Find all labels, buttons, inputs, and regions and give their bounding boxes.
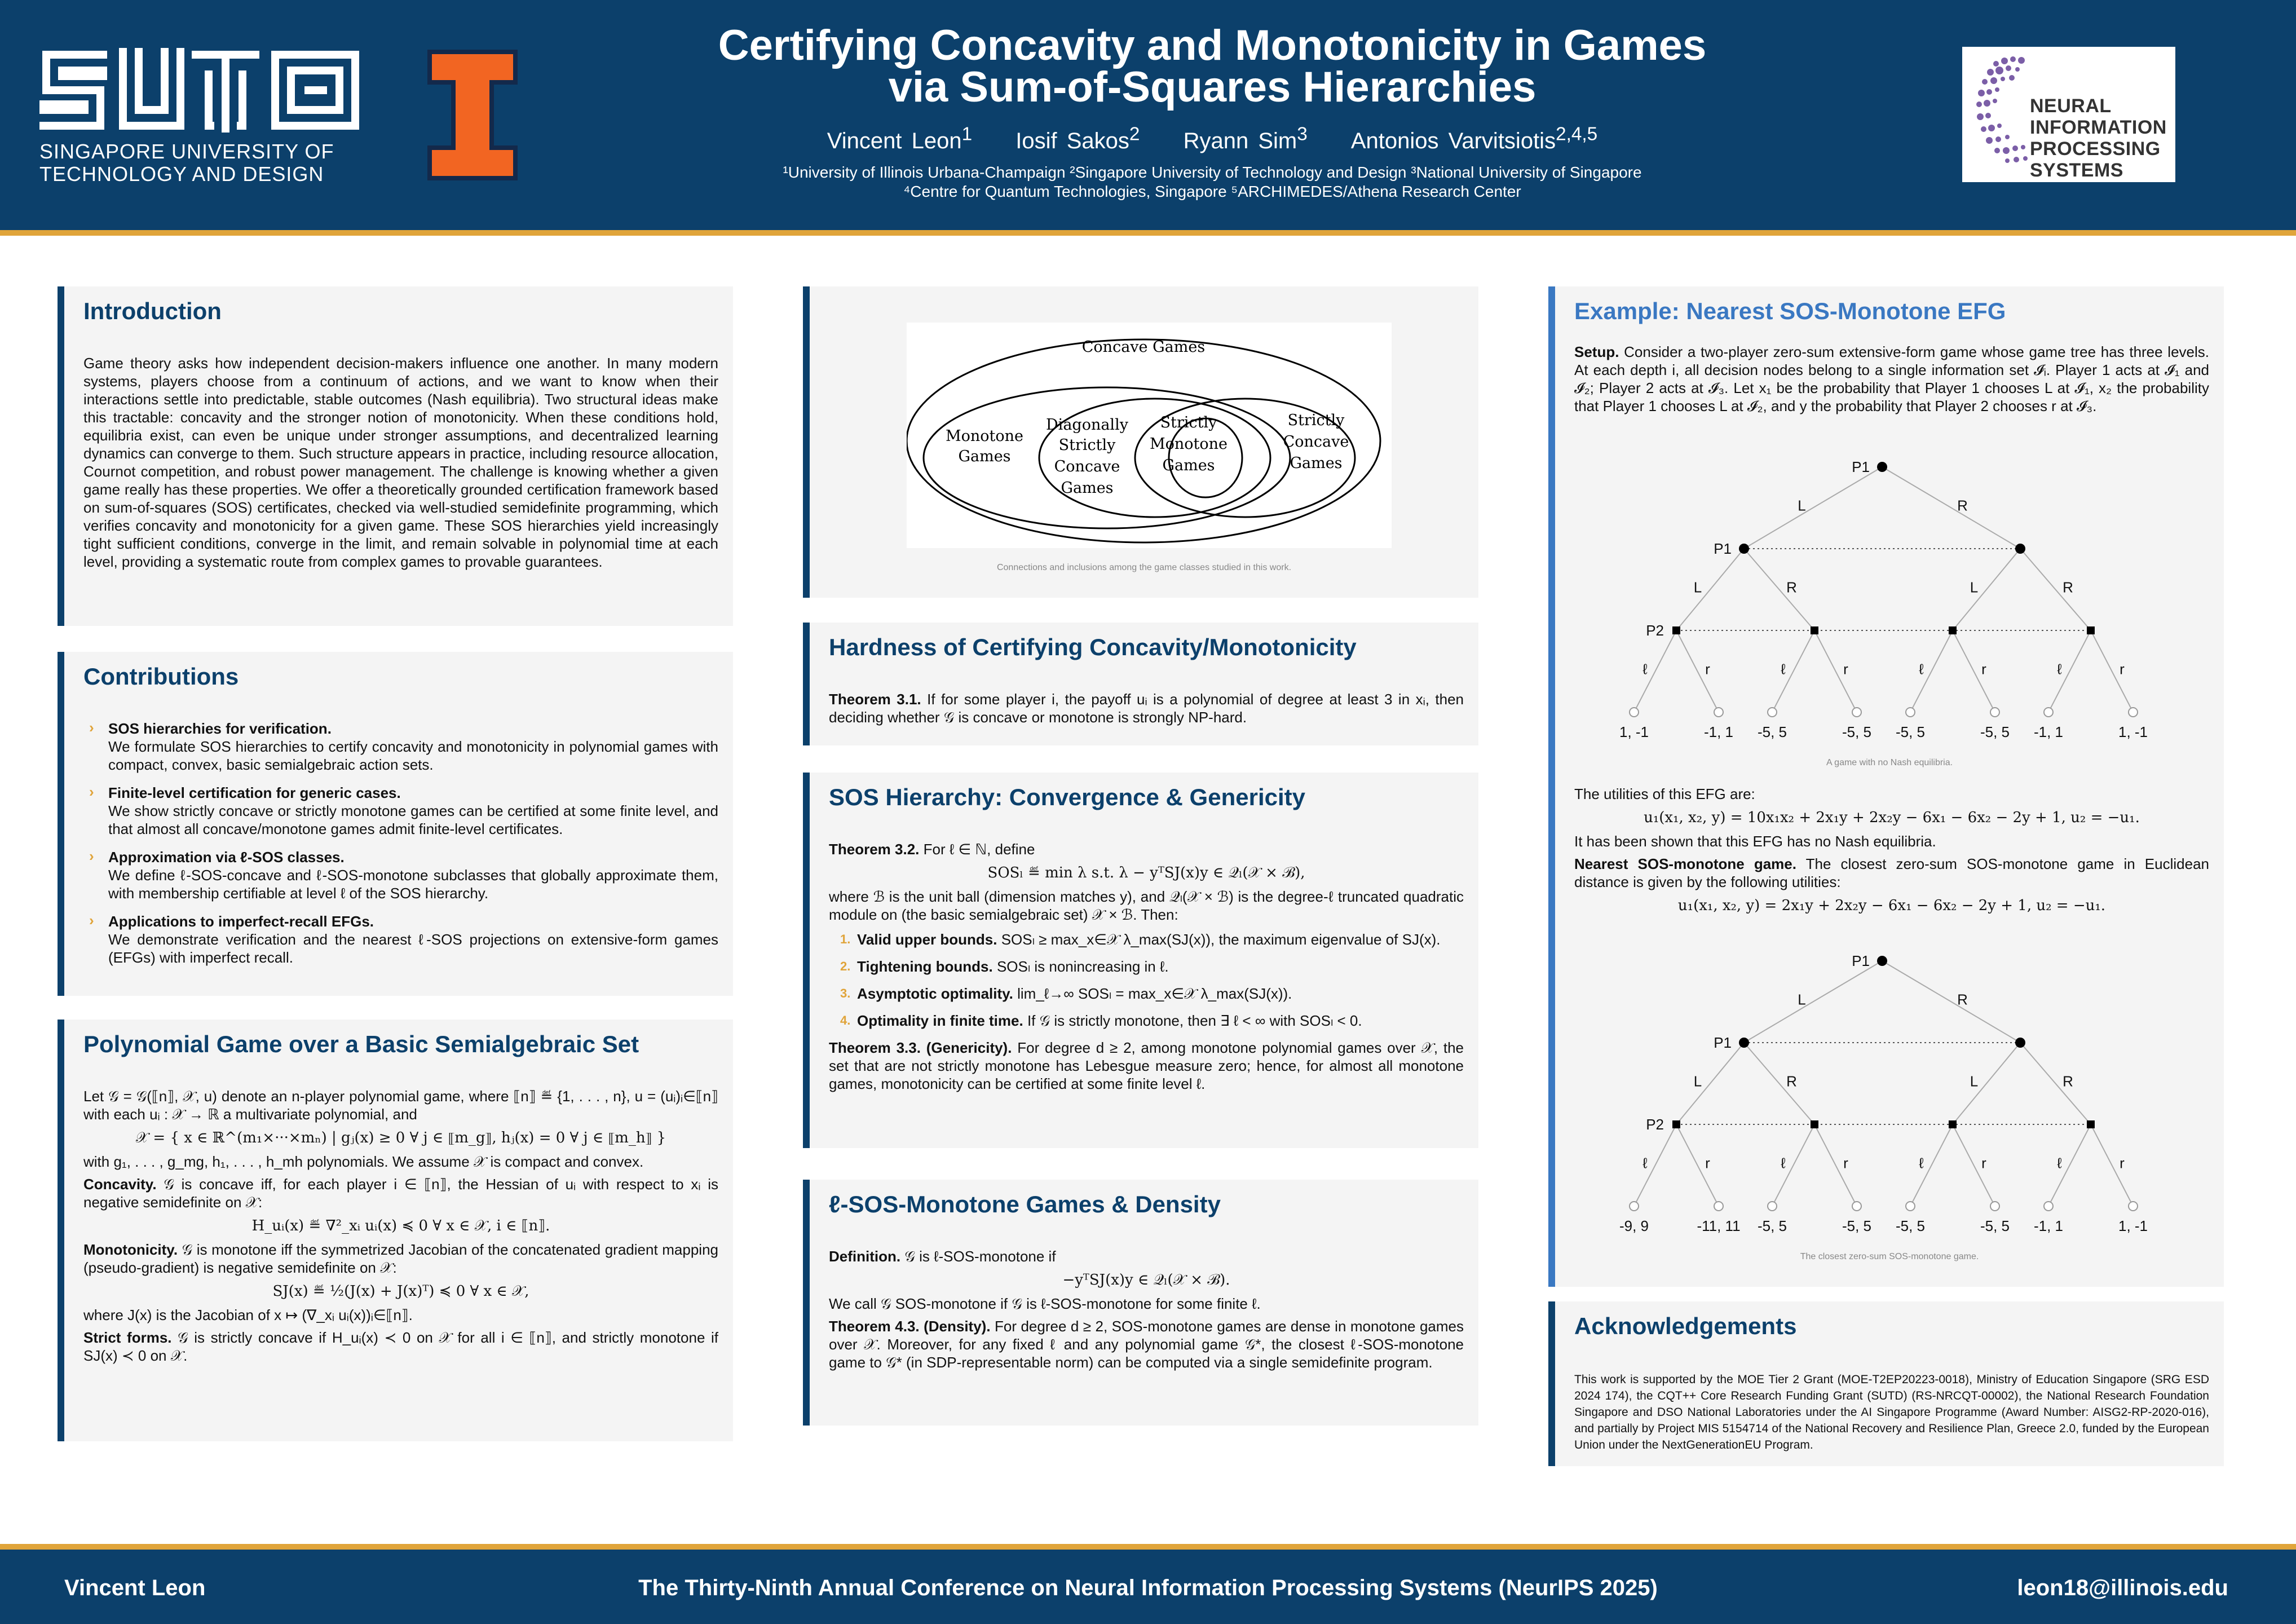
terminal-node: [1990, 1202, 1999, 1211]
sos-properties-list: [840, 930, 1464, 1030]
tree-action-label: r: [1843, 1154, 1848, 1172]
neurips-logo: [1962, 47, 2175, 182]
venn-label-strictly-concave: Games: [1290, 454, 1343, 472]
theorem-4-3: Theorem 4.3. (Density). For degree d ≥ 2, SOS-monotone games are dense in monotone games over 𝒳. Moreover, for any fixed ℓ and any polynomial game 𝒢*, the closest ℓ-SOS-monotone game to 𝒢* (in SDP-representable norm) can be computed via a single semidefinite program.: [829, 1318, 1464, 1371]
sos-property: 2. Tightening bounds. SOSₗ is nonincreasing in ℓ.: [840, 958, 1169, 975]
monotonicity-def: Monotonicity. 𝒢 is monotone iff the symmetrized Jacobian of the concatenated gradient mapping (pseudo-gradient) is negative semidefinite on 𝒳:: [83, 1241, 718, 1276]
ack-text: This work is supported by the MOE Tier 2 Grant (MOE-T2EP20223-0018), Ministry of Education Singapore (SRG ESD 2024 174), the CQT++ Core Research Funding Grant (SUTD) (RS-NRCQT-00002), the National Research Foundation Singapore and DSO National Laboratories under the AI Singapore Programme (Award Number: AISG2-RP-2020-016), and partially by Project MIS 5154714 of the National Recovery and Resilience Plan, Greece 2.0, funded by the European Union under the NextGenerationEU Program.: [1574, 1373, 2209, 1451]
theorem-3-1: Theorem 3.1. If for some player i, the payoff uᵢ is a polynomial of degree at least 3 in xᵢ, then deciding whether 𝒢 is concave or monotone is strongly NP-hard.: [829, 691, 1464, 726]
tree-player-label: P2: [1646, 1116, 1664, 1133]
terminal-node: [1768, 708, 1777, 717]
lsos-panel: [803, 1180, 1478, 1426]
sos-property: 1. Valid upper bounds. SOSₗ ≥ max_x∈𝒳 λ_max(SJ(x)), the maximum eigenvalue of SJ(x).: [840, 931, 1441, 948]
tree-action-label: ℓ: [1642, 1154, 1648, 1172]
contributions-list: [83, 720, 718, 967]
strict-forms-def: Strict forms. 𝒢 is strictly concave if H_uᵢ(x) ≺ 0 on 𝒳 for all i ∈ ⟦n⟧, and strictly monotone if SJ(x) ≺ 0 on 𝒳.: [83, 1329, 718, 1364]
footer-stripe: [0, 1544, 2296, 1550]
tree-action-label: L: [1970, 579, 1979, 596]
tree1-caption: A game with no Nash equilibria.: [1826, 758, 1953, 767]
nearest-game-text: Nearest SOS-monotone game. The closest zero-sum SOS-monotone game in Euclidean distance is given by the following utilities:: [1574, 855, 2209, 890]
sos-property: 4. Optimality in finite time. If 𝒢 is strictly monotone, then ∃ ℓ < ∞ with SOSₗ < 0.: [840, 1012, 1362, 1029]
venn-label-strictly-concave: Concave: [1283, 433, 1349, 451]
terminal-payoff: -5, 5: [1842, 723, 1872, 740]
terminal-payoff: -1, 1: [2033, 1217, 2064, 1234]
sos-heading: SOS Hierarchy: Convergence & Genericity: [829, 784, 1305, 810]
contribution-item: › Approximation via ℓ-SOS classes. We define ℓ-SOS-concave and ℓ-SOS-monotone subclasses that globally approximate them, with membership certifiable at level ℓ of the SOS hierarchy.: [83, 848, 718, 902]
decision-node: [1877, 956, 1887, 966]
title-line2: via Sum-of-Squares Hierarchies: [888, 63, 1536, 111]
terminal-node: [1852, 708, 1861, 717]
example-setup: Setup. Consider a two-player zero-sum extensive-form game whose game tree has three levels. At each depth i, all decision nodes belong to a single information set 𝓘ᵢ. Player 1 acts at 𝓘₁ and 𝓘₂; Player 2 acts at 𝓘₃. Let x₁ be the probability that Player 1 chooses L at 𝓘₁, x₂ the probability that Player 1 chooses L at 𝓘₂, and y the probability that Player 2 chooses r at 𝓘₃.: [1574, 343, 2209, 414]
tree-edge: [2048, 1124, 2091, 1206]
intro-body: [83, 354, 718, 575]
example-utilities: [1574, 785, 2209, 920]
tree-edge: [1676, 549, 1744, 630]
title-block: [564, 21, 1861, 201]
polygame-p3: where J(x) is the Jacobian of x ↦ (∇_xᵢ uᵢ(x))ᵢ∈⟦n⟧.: [83, 1307, 413, 1323]
venn-label-monotone: Games: [958, 448, 1011, 465]
ack-panel: [1548, 1301, 2224, 1466]
affil-line1: ¹University of Illinois Urbana-Champaign ²Singapore University of Technology and Design ³National University of Singapore: [783, 164, 1642, 182]
contribution-item: › Applications to imperfect-recall EFGs. We demonstrate verification and the nearest ℓ-SOS projections on extensive-form games (EFGs) with imperfect recall.: [83, 912, 718, 967]
illinois-logo: [427, 50, 518, 180]
contribution-item: › Finite-level certification for generic cases. We show strictly concave or strictly monotone games can be certified at some finite level, and that almost all concave/monotone games admit finite-level certificates.: [83, 784, 718, 838]
decision-node: [1811, 1120, 1818, 1128]
author: Iosif Sakos$^2$: [1015, 124, 1140, 154]
tree-action-label: L: [1970, 1073, 1979, 1090]
venn-diagram: [907, 323, 1392, 548]
tree-edge: [1676, 630, 1719, 712]
decision-node: [1739, 1038, 1749, 1048]
contributions-body: [83, 720, 718, 977]
lsos-heading: ℓ-SOS-Monotone Games & Density: [829, 1191, 1221, 1217]
intro-text: Game theory asks how independent decision-makers influence one another. In many modern systems, players choose from a continuum of actions, and we want to know when their interactions settle into predictable, stable outcomes (Nash equilibria). Two structural ideas make this tractable: concavity and the stronger notion of monotonicity. When these conditions hold, equilibria exist, can even be unique under stronger assumptions, and decentralized learning dynamics can converge to them. Such structure appears in practice, including resource allocation, Cournot competition, and robust power management. The challenge is knowing whether a given game really has these properties. We offer a theoretically grounded certification framework based on sum-of-squares (SOS) certificates, checked via well-studied semidefinite programming, which verifies concavity and monotonicity for a given game. These SOS hierarchies yield increasingly tight sufficient conditions, converge in the limit, and remain solvable in polynomial time at each level, providing a systematic route from complex games to provable guarantees.: [83, 355, 718, 570]
footer-email[interactable]: leon18@illinois.edu: [2017, 1576, 2228, 1600]
illinois-block-i-icon: [427, 50, 518, 180]
tree-player-label: P1: [1852, 952, 1870, 969]
tree-action-label: R: [2063, 1073, 2073, 1090]
tree-action-label: r: [2120, 1154, 2125, 1172]
venn-label-diag: Games: [1061, 479, 1114, 497]
nearest-utility-equation: u₁(x₁, x₂, y) = 2x₁y + 2x₂y − 6x₁ − 6x₂ − 2y + 1, u₂ = −u₁.: [1677, 897, 2106, 914]
affiliations: [564, 163, 1861, 201]
jacobian-equation: SJ(x) ≝ ½(J(x) + J(x)ᵀ) ≼ 0 ∀ x ∈ 𝒳,: [272, 1283, 529, 1300]
tree-edge: [1744, 961, 1882, 1043]
tree-edge: [1814, 630, 1857, 712]
tree-action-label: R: [1957, 991, 1968, 1008]
tree-edge: [1882, 467, 2020, 549]
venn-label-strictly-monotone: Monotone: [1149, 435, 1228, 453]
tree-edge: [1744, 467, 1882, 549]
tree-edge: [2020, 1043, 2091, 1124]
polygame-panel: [58, 1020, 733, 1441]
tree-edge: [1634, 630, 1676, 712]
example-heading: Example: Nearest SOS-Monotone EFG: [1574, 298, 2006, 324]
lsos-definition: Definition. 𝒢 is ℓ-SOS-monotone if: [829, 1248, 1056, 1265]
poster-header: [0, 0, 2296, 230]
venn-label-diag: Strictly: [1058, 436, 1116, 454]
tree-edge: [1953, 1043, 2020, 1124]
tree-action-label: ℓ: [2057, 1154, 2062, 1172]
terminal-payoff: 1, -1: [2118, 723, 2148, 740]
tree-edge: [2020, 549, 2091, 630]
author-list: [564, 124, 1861, 154]
terminal-payoff: -11, 11: [1697, 1217, 1741, 1234]
tree-player-label: P1: [1714, 540, 1732, 557]
tree-action-label: L: [1693, 1073, 1702, 1090]
tree-action-label: r: [2120, 660, 2125, 678]
sutd-name-line1: SINGAPORE UNIVERSITY OF: [39, 140, 334, 163]
tree-edge: [2048, 630, 2091, 712]
venn-label-strictly-concave: Strictly: [1287, 412, 1345, 429]
venn-label-monotone: Monotone: [945, 427, 1024, 445]
tree-action-label: ℓ: [1781, 1154, 1786, 1172]
venn-caption: Connections and inclusions among the game classes studied in this work.: [996, 563, 1292, 572]
sos-body: [829, 840, 1464, 1097]
tree-edge: [2091, 1124, 2133, 1206]
tree-edge: [1910, 630, 1953, 712]
venn-label-diag: Diagonally: [1046, 416, 1128, 434]
terminal-payoff: -9, 9: [1619, 1217, 1649, 1234]
game-tree-no-ne: [1566, 450, 2215, 766]
tree-action-label: ℓ: [2057, 660, 2062, 678]
author: Antonios Varvitsiotis$^{2,4,5}$: [1350, 124, 1598, 154]
tree-edge: [1772, 630, 1814, 712]
intro-panel: [58, 286, 733, 626]
terminal-payoff: -5, 5: [1980, 723, 2010, 740]
hardness-body: [829, 690, 1464, 731]
decision-node: [1949, 626, 1957, 634]
sos-equation: SOSₗ ≝ min λ s.t. λ − yᵀSJ(x)y ∈ 𝒬ₗ(𝒳 × ℬ),: [987, 864, 1305, 881]
tree-player-label: P1: [1852, 458, 1870, 475]
tree-edge: [1910, 1124, 1953, 1206]
tree-action-label: r: [1981, 660, 1986, 678]
tree-action-label: L: [1798, 991, 1806, 1008]
game-tree-sos-monotone: [1566, 944, 2215, 1260]
tree-action-label: r: [1981, 1154, 1986, 1172]
decision-node: [1949, 1120, 1957, 1128]
polygame-p2: with g₁, . . . , g_mg, h₁, . . . , h_mh polynomials. We assume 𝒳 is compact and convex.: [83, 1153, 644, 1170]
decision-node: [2015, 1038, 2025, 1048]
hardness-panel: [803, 623, 1478, 745]
neurips-name-line2: PROCESSING SYSTEMS: [2030, 138, 2161, 181]
tree-action-label: r: [1843, 660, 1848, 678]
tree-player-label: P1: [1714, 1034, 1732, 1051]
concavity-def: Concavity. 𝒢 is concave iff, for each player i ∈ ⟦n⟧, the Hessian of uᵢ with respect to xᵢ is negative semidefinite on 𝒳:: [83, 1176, 718, 1211]
terminal-payoff: -1, 1: [1703, 723, 1734, 740]
terminal-payoff: 1, -1: [1619, 723, 1649, 740]
tree-action-label: R: [2063, 579, 2073, 596]
terminal-payoff: 1, -1: [2118, 1217, 2148, 1234]
contributions-heading: Contributions: [83, 663, 239, 690]
tree-action-label: ℓ: [1642, 660, 1648, 678]
sutd-maze-icon: [39, 48, 378, 133]
terminal-node: [2129, 1202, 2138, 1211]
no-ne-text: It has been shown that this EFG has no Nash equilibria.: [1574, 833, 1936, 850]
tree-action-label: L: [1693, 579, 1702, 596]
terminal-node: [1906, 708, 1915, 717]
tree-action-label: L: [1798, 497, 1806, 514]
venn-label-diag: Concave: [1054, 458, 1120, 475]
venn-label-strictly-monotone: Strictly: [1160, 414, 1217, 431]
tree-edge: [1953, 1124, 1995, 1206]
tree-player-label: P2: [1646, 622, 1664, 639]
sos-p1: where ℬ is the unit ball (dimension matches y), and 𝒬ₗ(𝒳 × ℬ) is the degree-ℓ truncated quadratic module on (the basic semialgebraic set) 𝒳 × ℬ. Then:: [829, 888, 1464, 923]
tree-action-label: R: [1786, 1073, 1797, 1090]
header-stripe: [0, 230, 2296, 236]
title-line1: Certifying Concavity and Monotonicity in Games: [718, 21, 1707, 69]
terminal-payoff: -5, 5: [1757, 723, 1787, 740]
tree-edge: [1676, 1043, 1744, 1124]
sutd-name: [39, 140, 378, 186]
terminal-node: [1852, 1202, 1861, 1211]
terminal-payoff: -5, 5: [1757, 1217, 1787, 1234]
tree-edge: [1676, 1124, 1719, 1206]
polygame-heading: Polynomial Game over a Basic Semialgebraic Set: [83, 1031, 639, 1057]
tree-action-label: r: [1705, 1154, 1710, 1172]
tree-edge: [1882, 961, 2020, 1043]
tree-edge: [1953, 549, 2020, 630]
tree-edge: [1814, 1124, 1857, 1206]
decision-node: [1811, 626, 1818, 634]
decision-node: [1672, 626, 1680, 634]
sos-property: 3. Asymptotic optimality. lim_ℓ→∞ SOSₗ = max_x∈𝒳 λ_max(SJ(x)).: [840, 985, 1292, 1002]
terminal-node: [2129, 708, 2138, 717]
ack-heading: Acknowledgements: [1574, 1313, 1797, 1339]
decision-node: [1739, 544, 1749, 554]
terminal-payoff: -5, 5: [1895, 723, 1926, 740]
terminal-node: [1768, 1202, 1777, 1211]
feasible-set-equation: 𝒳 = { x ∈ ℝ^(m₁×···×mₙ) | gⱼ(x) ≥ 0 ∀ j ∈ ⟦m_g⟧, hⱼ(x) = 0 ∀ j ∈ ⟦m_h⟧ }: [135, 1129, 666, 1146]
hessian-equation: H_uᵢ(x) ≝ ∇²_xᵢ uᵢ(x) ≼ 0 ∀ x ∈ 𝒳, i ∈ ⟦n⟧.: [251, 1217, 550, 1234]
terminal-node: [1906, 1202, 1915, 1211]
tree-edge: [1744, 549, 1814, 630]
tree-action-label: R: [1957, 497, 1968, 514]
sutd-name-line2: TECHNOLOGY AND DESIGN: [39, 162, 324, 186]
tree-action-label: R: [1786, 579, 1797, 596]
hardness-heading: Hardness of Certifying Concavity/Monotonicity: [829, 634, 1357, 660]
polygame-body: [83, 1087, 718, 1369]
tree-action-label: ℓ: [1919, 660, 1924, 678]
terminal-node: [1630, 708, 1639, 717]
tree-edge: [1744, 1043, 1814, 1124]
tree-action-label: ℓ: [1919, 1154, 1924, 1172]
contribution-item: › SOS hierarchies for verification. We formulate SOS hierarchies to certify concavity and monotonicity in polynomial games with compact, convex, basic semialgebraic action sets.: [83, 720, 718, 774]
util-intro: The utilities of this EFG are:: [1574, 785, 1755, 802]
venn-label-concave: Concave Games: [1081, 338, 1206, 356]
venn-panel: [803, 286, 1478, 598]
decision-node: [2087, 1120, 2095, 1128]
tree-edge: [1634, 1124, 1676, 1206]
tree-edge: [1953, 630, 1995, 712]
tree-action-label: ℓ: [1781, 660, 1786, 678]
neurips-dots-icon: [1962, 47, 2041, 182]
terminal-payoff: -1, 1: [2033, 723, 2064, 740]
neurips-name: [2030, 95, 2175, 181]
tree-edge: [1772, 1124, 1814, 1206]
footer-conference: The Thirty-Ninth Annual Conference on Neural Information Processing Systems (NeurIPS 2025): [638, 1576, 1658, 1600]
utility-equation: u₁(x₁, x₂, y) = 10x₁x₂ + 2x₁y + 2x₂y − 6x₁ − 6x₂ − 2y + 1, u₂ = −u₁.: [1644, 809, 2140, 826]
terminal-node: [1990, 708, 1999, 717]
neurips-name-line1: NEURAL INFORMATION: [2030, 95, 2167, 138]
intro-heading: Introduction: [83, 298, 222, 324]
decision-node: [2015, 544, 2025, 554]
poster-title: [564, 21, 1861, 111]
terminal-payoff: -5, 5: [1895, 1217, 1926, 1234]
lsos-body: [829, 1247, 1464, 1376]
poster-footer: [0, 1550, 2296, 1624]
terminal-node: [1714, 1202, 1723, 1211]
sutd-logo: [39, 48, 378, 186]
terminal-node: [1630, 1202, 1639, 1211]
terminal-payoff: -5, 5: [1842, 1217, 1872, 1234]
author: Vincent Leon$^1$: [827, 124, 973, 154]
terminal-node: [1714, 708, 1723, 717]
ack-body: [1574, 1371, 2209, 1458]
terminal-node: [2044, 708, 2053, 717]
theorem-3-2: Theorem 3.2. For ℓ ∈ ℕ, define: [829, 841, 1035, 858]
tree-edge: [2091, 630, 2133, 712]
terminal-node: [2044, 1202, 2053, 1211]
lsos-equation: −yᵀSJ(x)y ∈ 𝒬ₗ(𝒳 × ℬ).: [1062, 1272, 1230, 1288]
example-panel: [1548, 286, 2224, 1287]
author: Ryann Sim$^3$: [1183, 124, 1308, 154]
terminal-payoff: -5, 5: [1980, 1217, 2010, 1234]
decision-node: [1672, 1120, 1680, 1128]
polygame-p1: Let 𝒢 = 𝒢(⟦n⟧, 𝒳, u) denote an n-player polynomial game, where ⟦n⟧ ≝ {1, . . . , n}, u = (uᵢ)ᵢ∈⟦n⟧ with each uᵢ : 𝒳 → ℝ a multivariate polynomial, and: [83, 1088, 718, 1123]
theorem-3-3: Theorem 3.3. (Genericity). For degree d ≥ 2, among monotone polynomial games over 𝒳, the set that are not strictly monotone has Lebesgue measure zero; hence, for almost all monotone games, monotonicity can be certified at some finite level ℓ.: [829, 1039, 1464, 1092]
decision-node: [2087, 626, 2095, 634]
sos-panel: [803, 773, 1478, 1148]
decision-node: [1877, 462, 1887, 472]
affil-line2: ⁴Centre for Quantum Technologies, Singapore ⁵ARCHIMEDES/Athena Research Center: [903, 183, 1521, 201]
footer-author: Vincent Leon: [64, 1576, 206, 1600]
contributions-panel: [58, 652, 733, 996]
lsos-p1: We call 𝒢 SOS-monotone if 𝒢 is ℓ-SOS-monotone for some finite ℓ.: [829, 1295, 1261, 1312]
venn-label-strictly-monotone: Games: [1162, 457, 1215, 474]
tree-action-label: r: [1705, 660, 1710, 678]
tree2-caption: The closest zero-sum SOS-monotone game.: [1800, 1252, 1979, 1261]
